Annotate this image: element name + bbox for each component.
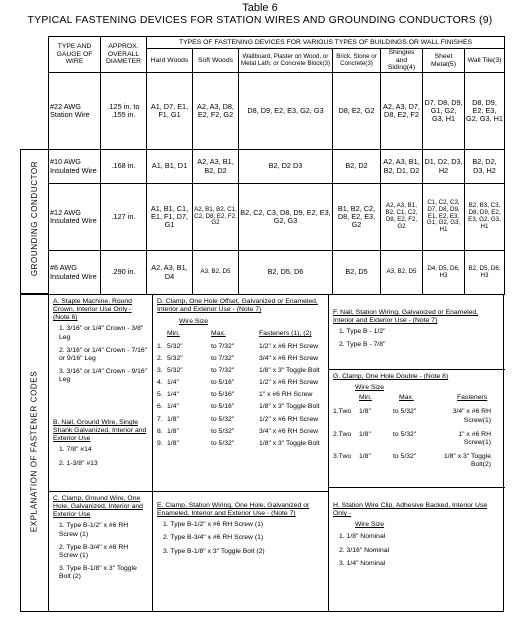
table-row: [49, 150, 505, 184]
fastener-number: 5.: [157, 391, 163, 399]
code-section-g: [329, 369, 505, 487]
table-row: [49, 251, 505, 295]
clamp-number: 3.Two: [333, 453, 352, 461]
code-d-header: D. Clamp, One Hole Offset, Galvanized or Enameled, Interior and Exterior Use - (Note 7): [157, 298, 318, 314]
table-cell: A3, B2, D5: [381, 251, 423, 295]
fastener-row: [157, 428, 324, 436]
fastening-grid: [48, 36, 505, 295]
table-cell: B2, D5, D6: [239, 251, 333, 295]
table-cell: A2, A3, B1, D4: [147, 251, 193, 295]
fastener-number: 9.: [157, 439, 163, 447]
table-cell: D8, E2, G2: [333, 73, 381, 150]
fastener-spec: 3/4" x #6 RH Screw: [259, 354, 319, 362]
table-cell: A2, A3, B1, B2, C1, C2, D8, E2, F2, G2: [381, 184, 423, 251]
fastener-min: 5/32": [167, 354, 183, 362]
explanation-label: EXPLANATION OF FASTENER CODES: [29, 370, 39, 533]
list-item: 3. 3/16" or 1/4" Crown - 9/16" Leg: [59, 368, 148, 384]
clamp-spec: 3/4" x #6 RH Screw(1): [452, 408, 491, 424]
fastener-spec: 1/8" x 3" Toggle Bolt: [259, 366, 320, 374]
fastener-min: 5/32": [167, 342, 183, 350]
table-cell: C1, C2, C3, D7, D8, D9, E1, E2, E3, G1, G2, G3, H1: [423, 184, 465, 251]
code-c-header: C. Clamp, Ground Wire, One Hole, Galvanized, Interior and Exterior Use: [53, 495, 143, 519]
code-b-header: B. Nail, Ground Wire, Single Shank Galvanized, Interior and Exterior Use: [53, 419, 147, 443]
fastener-min: 1/8": [167, 415, 179, 423]
subheader-hard-woods: Hard Woods: [147, 49, 193, 73]
list-item: 2. Type B-3/4" x #8 RH Screw (1): [59, 543, 129, 559]
fastener-max: to 5/16": [211, 403, 235, 411]
list-item: 1. 3/16" or 1/4" Crown - 3/8" Leg: [59, 325, 144, 341]
fastener-number: 4.: [157, 379, 163, 387]
min-header: Min.: [359, 394, 372, 402]
wire-type: #10 AWG Insulated Wire: [49, 150, 101, 184]
table-cell: A2, A3, D8, E2, F2, G2: [193, 73, 239, 150]
fastener-max: to 5/32": [211, 415, 235, 423]
fastener-spec: 1" x #6 RH Screw: [259, 391, 313, 399]
list-item: 1. 1/8" Nominal: [339, 533, 386, 541]
fastener-min: 1/8": [167, 427, 179, 435]
list-item: 3. Type B-1/8" x 3" Toggle Bolt (2): [59, 565, 137, 581]
fastener-number: 6.: [157, 403, 163, 411]
table-title: TYPICAL FASTENING DEVICES FOR STATION WIRES AND GROUNDING CONDUCTORS (9): [27, 14, 493, 26]
list-item: 2. 3/16" Nominal: [339, 546, 390, 554]
wire-size-label: Wire Size: [355, 384, 385, 392]
header-wire-type: TYPE AND GAUGE OF WIRE: [49, 37, 101, 73]
list-item: 1. Type B-1/2" x #6 RH Screw (1): [59, 522, 129, 538]
clamp-min: 1/8": [359, 408, 371, 416]
fastener-row: [157, 379, 324, 387]
fastener-spec: 1/2" x #6 RH Screw: [259, 379, 319, 387]
fastener-max: to 7/32": [211, 366, 235, 374]
code-section-f: [329, 295, 505, 369]
fastener-spec: 3/4" x #6 RH Screw: [259, 427, 319, 435]
list-item: 3. Type B-1/8" x 3" Toggle Bolt (2): [163, 547, 265, 555]
clamp-max: to 5/32": [393, 430, 417, 438]
clamp-spec: 1/8" x 3" Toggle Bolt(2): [443, 453, 491, 469]
table-cell: D4, D5, D6, H3: [423, 251, 465, 295]
table-cell: A2, A3, D7, D8, E2, F2: [381, 73, 423, 150]
subheader-wall-tile: Wall Tile(3): [465, 49, 505, 73]
table-row: [49, 184, 505, 251]
wire-size-label: Wire Size: [179, 318, 209, 326]
table-cell: A2, A3, B1, B2, D1, D2: [381, 150, 423, 184]
fastener-spec: 1/8" x 3" Toggle Bolt: [259, 403, 320, 411]
subheader-shingles: Shingles and Siding(4): [381, 49, 423, 73]
list-item: 3. 1/4" Nominal: [339, 559, 386, 567]
fastener-row: [157, 367, 324, 375]
fastener-max: to 5/16": [211, 379, 235, 387]
code-a-header: A. Staple Machine, Round Crown, Interior Use Only - (Note 6): [53, 298, 132, 322]
list-item: 2. 1-3/8" #13: [59, 459, 98, 467]
code-section-c: [49, 491, 152, 611]
code-section-e: [153, 491, 328, 611]
table-cell: D8, D9, E2, E3, G2, G3: [239, 73, 333, 150]
column-headers: [157, 330, 324, 338]
wire-type: #12 AWG Insulated Wire: [49, 184, 101, 251]
table-row: [49, 73, 505, 150]
wire-type: #22 AWG Station Wire: [49, 73, 101, 150]
grounding-conductor-label: GROUNDING CONDUCTOR: [30, 160, 39, 277]
fastener-max: to 7/32": [211, 342, 235, 350]
table-cell: B2, D5: [333, 251, 381, 295]
fastener-spec: 1/8" x 3" Toggle Bolt: [259, 439, 320, 447]
fastener-max: to 5/32": [211, 427, 235, 435]
list-item: 1. Type B-1/2" x #6 RH Screw (1): [163, 521, 264, 529]
fastener-max: to 5/32": [211, 439, 235, 447]
fastener-min: 1/4": [167, 403, 179, 411]
code-section-d: [153, 295, 328, 491]
fasteners-header: Fasteners (1), (2): [259, 330, 312, 338]
table-cell: B2, C2, C3, D8, D9, E2, E3, G2, G3: [239, 184, 333, 251]
codes-column-middle: [153, 295, 329, 611]
fastener-spec: 1/2" x #6 RH Screw: [259, 415, 319, 423]
table-cell: B1, B2, C2, D8, E2, E3, G2: [333, 184, 381, 251]
codes-column-right: [329, 295, 505, 611]
table-cell: B2, D2, D3, H2: [465, 150, 505, 184]
table-cell: B2, D2 D3: [239, 150, 333, 184]
table-cell: A1, D7, E1, F1, G1: [147, 73, 193, 150]
fastener-min: 1/8": [167, 439, 179, 447]
list-item: 2. Type B - 7/8": [339, 341, 386, 349]
clamp-min: 1/8": [359, 430, 371, 438]
fastener-codes-box: [48, 294, 504, 612]
code-section-b: [49, 399, 152, 491]
fastener-max: to 7/32": [211, 354, 235, 362]
clamp-max: to 5/32": [393, 453, 417, 461]
code-section-h: [329, 487, 505, 611]
fastener-row: [157, 343, 324, 351]
table-cell: B2, D5, D6, H3: [465, 251, 505, 295]
fastener-number: 3.: [157, 366, 163, 374]
header-diameter: APPROX. OVERALL DIAMETER: [101, 37, 147, 73]
subheader-sheet-metal: Sheet Metal(5): [423, 49, 465, 73]
diameter: .290 in.: [101, 251, 147, 295]
subheader-wallboard: Wallboard, Plaster on Wood, or Metal Lath, or Concrete Block(3): [239, 49, 333, 73]
table-cell: B2, D2: [333, 150, 381, 184]
table-cell: D8, D9, E2, E3, G2, G3, H1: [465, 73, 505, 150]
fastener-min: 1/4": [167, 391, 179, 399]
fastener-spec: 1/2" x #6 RH Screw: [259, 342, 319, 350]
table-cell: A2, B1, B2, C1, C2, D8, E2, F2, G2: [193, 184, 239, 251]
codes-column-left: [49, 295, 153, 611]
clamp-spec: 1" x #6 RH Screw(1): [458, 430, 491, 446]
fastener-number: 1.: [157, 342, 163, 350]
code-e-header: E. Clamp, Station Wiring, One Hole, Galvanized or Enameled, Interior and Exterior Use - (Note 7): [157, 502, 310, 518]
clamp-min: 1/8": [359, 453, 371, 461]
code-f-header: F. Nail, Station Wiring, Galvanized or Enameled, Interior and Exterior Use - (Note 7): [333, 309, 479, 325]
subheader-brick: Brick, Stone or Concrete(3): [333, 49, 381, 73]
fasteners-header: Fasteners: [457, 394, 488, 402]
subheader-soft-woods: Soft Woods: [193, 49, 239, 73]
table-cell: B2, B3, C3, D8, D9, E2, E3, G2, G3, H1: [465, 184, 505, 251]
table-cell: A3, B2, D5: [193, 251, 239, 295]
list-item: 1. 7/8" #14: [59, 446, 92, 454]
fastener-min: 1/4": [167, 379, 179, 387]
table-cell: A2, A3, B1, B2, D2: [193, 150, 239, 184]
clamp-row: [333, 431, 501, 447]
list-item: 1. Type B - 1/2": [339, 328, 386, 336]
fastener-row: [157, 391, 324, 399]
min-header: Min.: [167, 330, 180, 338]
fastener-row: [157, 355, 324, 363]
diameter: .168 in.: [101, 150, 147, 184]
column-headers: [333, 394, 501, 402]
fastener-max: to 5/16": [211, 391, 235, 399]
code-section-a: [49, 295, 152, 399]
code-h-header: H. Station Wire Clip, Adhesive Backed, Interior Use Only -: [333, 502, 488, 518]
header-fastening-types: TYPES OF FASTENING DEVICES FOR VARIOUS TYPES OF BUILDINGS OR WALL FINISHES: [147, 37, 505, 49]
fastener-row: [157, 403, 324, 411]
diameter: .127 in.: [101, 184, 147, 251]
clamp-row: [333, 408, 501, 424]
fastener-row: [157, 440, 324, 448]
table-cell: A1, B1, C1, E1, F1, D7, G1: [147, 184, 193, 251]
fastener-number: 7.: [157, 415, 163, 423]
wire-type: #6 AWG Insulated Wire: [49, 251, 101, 295]
clamp-number: 1.Two: [333, 408, 352, 416]
fastener-row: [157, 416, 324, 424]
list-item: 2. 3/16" or 1/4" Crown - 7/16" or 9/16" Leg: [59, 346, 148, 362]
clamp-row: [333, 453, 501, 469]
fastener-number: 8.: [157, 427, 163, 435]
max-header: Max.: [399, 394, 414, 402]
clamp-max: to 5/32": [393, 408, 417, 416]
code-g-header: G. Clamp, One Hole Double - (Note 8): [333, 373, 449, 380]
table-cell: D1, D2, D3, H2: [423, 150, 465, 184]
clamp-number: 2.Two: [333, 430, 352, 438]
table-cell: D7, D8, D9, G1, G2, G3, H1: [423, 73, 465, 150]
fastener-min: 5/32": [167, 366, 183, 374]
table-cell: A1, B1, D1: [147, 150, 193, 184]
list-item: 2. Type B-3/4" x #6 RH Screw (1): [163, 534, 264, 542]
table-number: Table 6: [242, 2, 278, 14]
wire-size-label: Wire Size: [355, 521, 385, 529]
diameter: .125 in. to .155 in.: [101, 73, 147, 150]
max-header: Max.: [211, 330, 226, 338]
fastener-number: 2.: [157, 354, 163, 362]
